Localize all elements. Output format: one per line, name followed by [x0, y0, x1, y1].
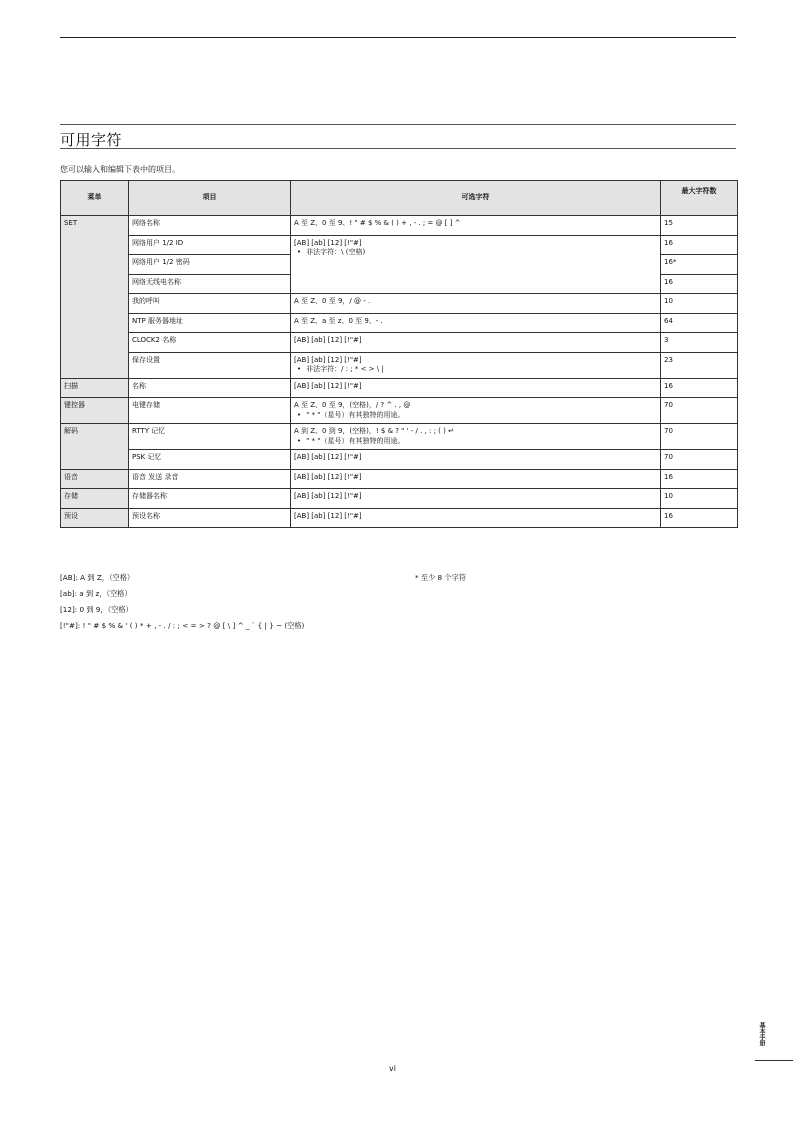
max-cell: 10: [661, 489, 738, 509]
table-row: [61, 352, 738, 378]
table-row: [61, 489, 738, 509]
max-cell: 70: [661, 398, 738, 424]
table-row: [61, 235, 738, 255]
table-row: [61, 450, 738, 470]
chars-cell: [AB] [ab] [12] [!"#]: [291, 333, 661, 353]
chars-bullet: • " * "（星号）有其独特的用途。: [294, 437, 657, 447]
side-tab-label: 基本手册: [758, 1022, 765, 1046]
item-cell: PSK 记忆: [129, 450, 291, 470]
menu-cell-keyer: 键控器: [61, 398, 129, 424]
chars-cell: A 至 Z、0 至 9，/ @ - .: [291, 294, 661, 314]
table-header-row: [61, 181, 738, 216]
chars-cell: [291, 235, 661, 294]
menu-cell-memory: 存储: [61, 489, 129, 509]
section-rule-top: [60, 124, 736, 125]
item-cell: 名称: [129, 378, 291, 398]
chars-line: A 到 Z、0 到 9，(空格)，! $ & ? " ' - / . , : ; ( ) ↵: [294, 427, 454, 435]
header-chars: 可选字符: [291, 181, 661, 216]
item-cell: RTTY 记忆: [129, 424, 291, 450]
max-cell: 16*: [661, 255, 738, 275]
item-cell: NTP 服务器地址: [129, 313, 291, 333]
side-tab-rule: [755, 1060, 793, 1061]
table-row: [61, 216, 738, 236]
note-digits: [12]: 0 到 9，（空格）: [60, 605, 133, 614]
max-cell: 16: [661, 274, 738, 294]
section-rule-bottom: [60, 148, 736, 149]
table-row: [61, 508, 738, 528]
item-cell: 网络用户 1/2 密码: [129, 255, 291, 275]
max-cell: 15: [661, 216, 738, 236]
chars-cell: [AB] [ab] [12] [!"#]: [291, 469, 661, 489]
item-cell: 语音 发送 录音: [129, 469, 291, 489]
note-symbols: [!"#]: ! " # $ % & ' ( ) * + , - . / : ; < = > ? @ [ \ ] ^ _ ` { | } ~ (空格): [60, 621, 305, 630]
item-cell: 网络名称: [129, 216, 291, 236]
item-cell: 电键存储: [129, 398, 291, 424]
chars-cell: A 至 Z、0 至 9、! " # $ % & ( ) + , - . ; = @ [ ] ^: [291, 216, 661, 236]
menu-cell-set: SET: [61, 216, 129, 379]
table-row: [61, 313, 738, 333]
item-cell: 我的呼叫: [129, 294, 291, 314]
max-cell: 16: [661, 235, 738, 255]
header-max: 最大字符数: [661, 181, 738, 216]
table-row: [61, 294, 738, 314]
table-row: [61, 469, 738, 489]
chars-line: [AB] [ab] [12] [!"#]: [294, 355, 362, 364]
max-cell: 16: [661, 508, 738, 528]
chars-cell: [AB] [ab] [12] [!"#]: [291, 378, 661, 398]
menu-cell-scan: 扫描: [61, 378, 129, 398]
item-cell: 网络无线电名称: [129, 274, 291, 294]
chars-line: A 至 Z、0 至 9，(空格)，/ ? ^ . , @: [294, 401, 411, 409]
item-cell: CLOCK2 名称: [129, 333, 291, 353]
chars-cell: [AB] [ab] [12] [!"#]: [291, 508, 661, 528]
chars-cell: A 至 Z、a 至 z、0 至 9、- .: [291, 313, 661, 333]
table-row: [61, 378, 738, 398]
item-cell: 存储器名称: [129, 489, 291, 509]
max-cell: 70: [661, 424, 738, 450]
chars-bullet: • 非法字符：/ : ; * < > \ |: [294, 365, 657, 375]
chars-bullet: • 非法字符：\ (空格): [294, 248, 657, 258]
chars-cell: [291, 352, 661, 378]
chars-cell: [AB] [ab] [12] [!"#]: [291, 450, 661, 470]
item-cell: 预设名称: [129, 508, 291, 528]
max-cell: 70: [661, 450, 738, 470]
max-cell: 10: [661, 294, 738, 314]
header-menu: 菜单: [61, 181, 129, 216]
note-ab-lower: [ab]: a 到 z，（空格）: [60, 589, 132, 598]
max-cell: 23: [661, 352, 738, 378]
max-cell: 64: [661, 313, 738, 333]
menu-cell-decode: 解码: [61, 424, 129, 470]
menu-cell-voice: 语音: [61, 469, 129, 489]
legend-notes: [60, 573, 304, 637]
item-cell: 网络用户 1/2 ID: [129, 235, 291, 255]
chars-cell: [291, 398, 661, 424]
table-row: [61, 333, 738, 353]
section-title: 可用字符: [60, 131, 123, 149]
chars-cell: [AB] [ab] [12] [!"#]: [291, 489, 661, 509]
chars-line: [AB] [ab] [12] [!"#]: [294, 238, 362, 247]
character-table: [60, 180, 738, 528]
max-cell: 3: [661, 333, 738, 353]
chars-cell: [291, 424, 661, 450]
footnote: * 至少 8 个字符: [415, 573, 466, 582]
header-rule: [60, 37, 736, 38]
menu-cell-preset: 预设: [61, 508, 129, 528]
table-row: [61, 424, 738, 450]
max-cell: 16: [661, 378, 738, 398]
header-item: 项目: [129, 181, 291, 216]
note-ab-upper: [AB]: A 到 Z，（空格）: [60, 573, 135, 582]
table-row: [61, 398, 738, 424]
item-cell: 保存设置: [129, 352, 291, 378]
max-cell: 16: [661, 469, 738, 489]
chars-bullet: • " * "（星号）有其独特的用途。: [294, 411, 657, 421]
intro-text: 您可以输入和编辑下表中的项目。: [60, 165, 180, 174]
page-number: vi: [389, 1064, 396, 1073]
